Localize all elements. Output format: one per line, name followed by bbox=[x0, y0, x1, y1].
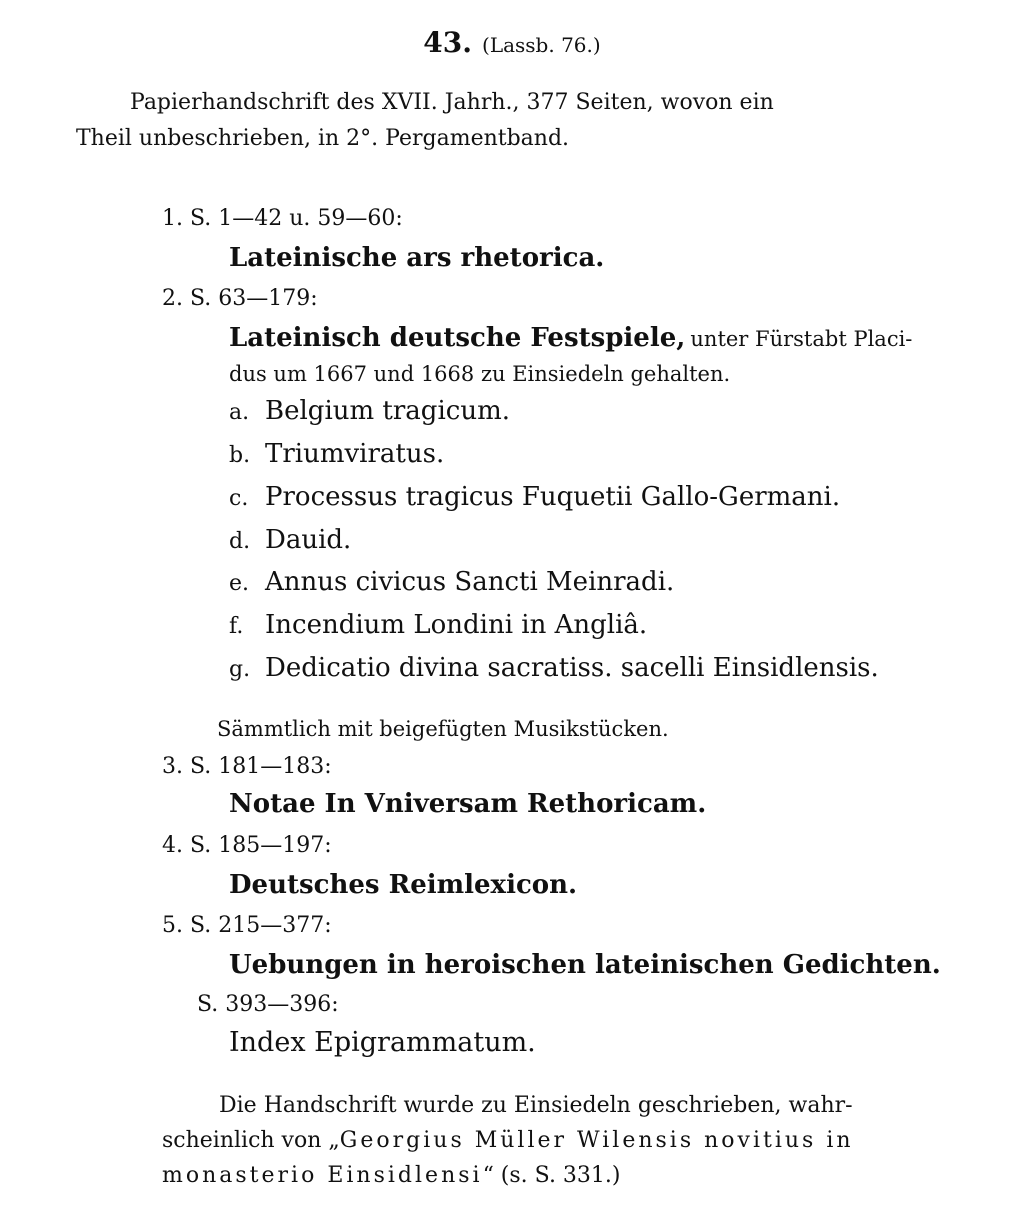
entry-5-pages: 5. S. 215—377: bbox=[162, 913, 332, 938]
subitem-letter: b. bbox=[229, 443, 251, 468]
page-heading bbox=[0, 26, 1024, 59]
subitem-letter: e. bbox=[229, 571, 250, 596]
subitem-c bbox=[229, 482, 840, 512]
intro-line-2: Theil unbeschrieben, in 2°. Pergamentband. bbox=[76, 126, 570, 151]
closing-line-2 bbox=[162, 1128, 854, 1153]
subitem-a bbox=[229, 396, 510, 426]
entry-3-title: Notae In Vniversam Rethoricam. bbox=[229, 789, 707, 819]
music-note: Sämmtlich mit beigefügten Musikstücken. bbox=[217, 717, 669, 741]
entry-2-title-line bbox=[229, 323, 941, 353]
subitem-text: Triumviratus. bbox=[265, 439, 445, 469]
closing-line-3 bbox=[162, 1163, 621, 1188]
subitem-d bbox=[229, 525, 351, 555]
entry-2-title: Lateinisch deutsche Festspiele, bbox=[229, 323, 686, 353]
entry-2-description-1: unter Fürstabt Placi- bbox=[690, 327, 913, 351]
manuscript-reference: (Lassb. 76.) bbox=[482, 33, 601, 57]
entry-3-pages: 3. S. 181—183: bbox=[162, 754, 332, 779]
subitem-g bbox=[229, 653, 879, 683]
closing-line-2-start: scheinlich von „ bbox=[162, 1128, 340, 1153]
subitem-text: Dedicatio divina sacratiss. sacelli Einsidlensis. bbox=[265, 653, 879, 683]
subitem-text: Dauid. bbox=[265, 525, 352, 555]
subitem-b bbox=[229, 439, 444, 469]
entry-4-pages: 4. S. 185—197: bbox=[162, 833, 332, 858]
closing-line-1: Die Handschrift wurde zu Einsiedeln geschrieben, wahr- bbox=[219, 1093, 853, 1118]
entry-1-pages: 1. S. 1—42 u. 59—60: bbox=[162, 206, 403, 231]
closing-quote-end: monasterio Einsidlensi bbox=[162, 1163, 483, 1188]
subitem-text: Processus tragicus Fuquetii Gallo-Germani. bbox=[265, 482, 841, 512]
entry-5-title: Uebungen in heroischen lateinischen Gedichten. bbox=[229, 950, 941, 980]
manuscript-number: 43. bbox=[423, 26, 473, 59]
entry-6-pages: S. 393—396: bbox=[197, 992, 339, 1017]
subitem-f bbox=[229, 610, 647, 640]
closing-quote-start: Georgius Müller Wilensis novitius in bbox=[339, 1128, 854, 1153]
subitem-letter: a. bbox=[229, 400, 250, 425]
entry-6-title: Index Epigrammatum. bbox=[229, 1027, 536, 1058]
subitem-letter: d. bbox=[229, 529, 251, 554]
entry-2-pages: 2. S. 63—179: bbox=[162, 286, 318, 311]
subitem-letter: g. bbox=[229, 657, 251, 682]
subitem-text: Incendium Londini in Angliâ. bbox=[265, 610, 648, 640]
closing-citation: “ (s. S. 331.) bbox=[482, 1163, 621, 1188]
subitem-e bbox=[229, 567, 674, 597]
entry-2-description-2: dus um 1667 und 1668 zu Einsiedeln gehalten. bbox=[229, 362, 731, 386]
entry-1-title: Lateinische ars rhetorica. bbox=[229, 243, 605, 273]
subitem-letter: c. bbox=[229, 486, 249, 511]
subitem-letter: f. bbox=[229, 614, 244, 639]
entry-4-title: Deutsches Reimlexicon. bbox=[229, 870, 578, 900]
intro-line-1: Papierhandschrift des XVII. Jahrh., 377 Seiten, wovon ein bbox=[130, 90, 774, 115]
subitem-text: Belgium tragicum. bbox=[265, 396, 510, 426]
subitem-text: Annus civicus Sancti Meinradi. bbox=[265, 567, 675, 597]
